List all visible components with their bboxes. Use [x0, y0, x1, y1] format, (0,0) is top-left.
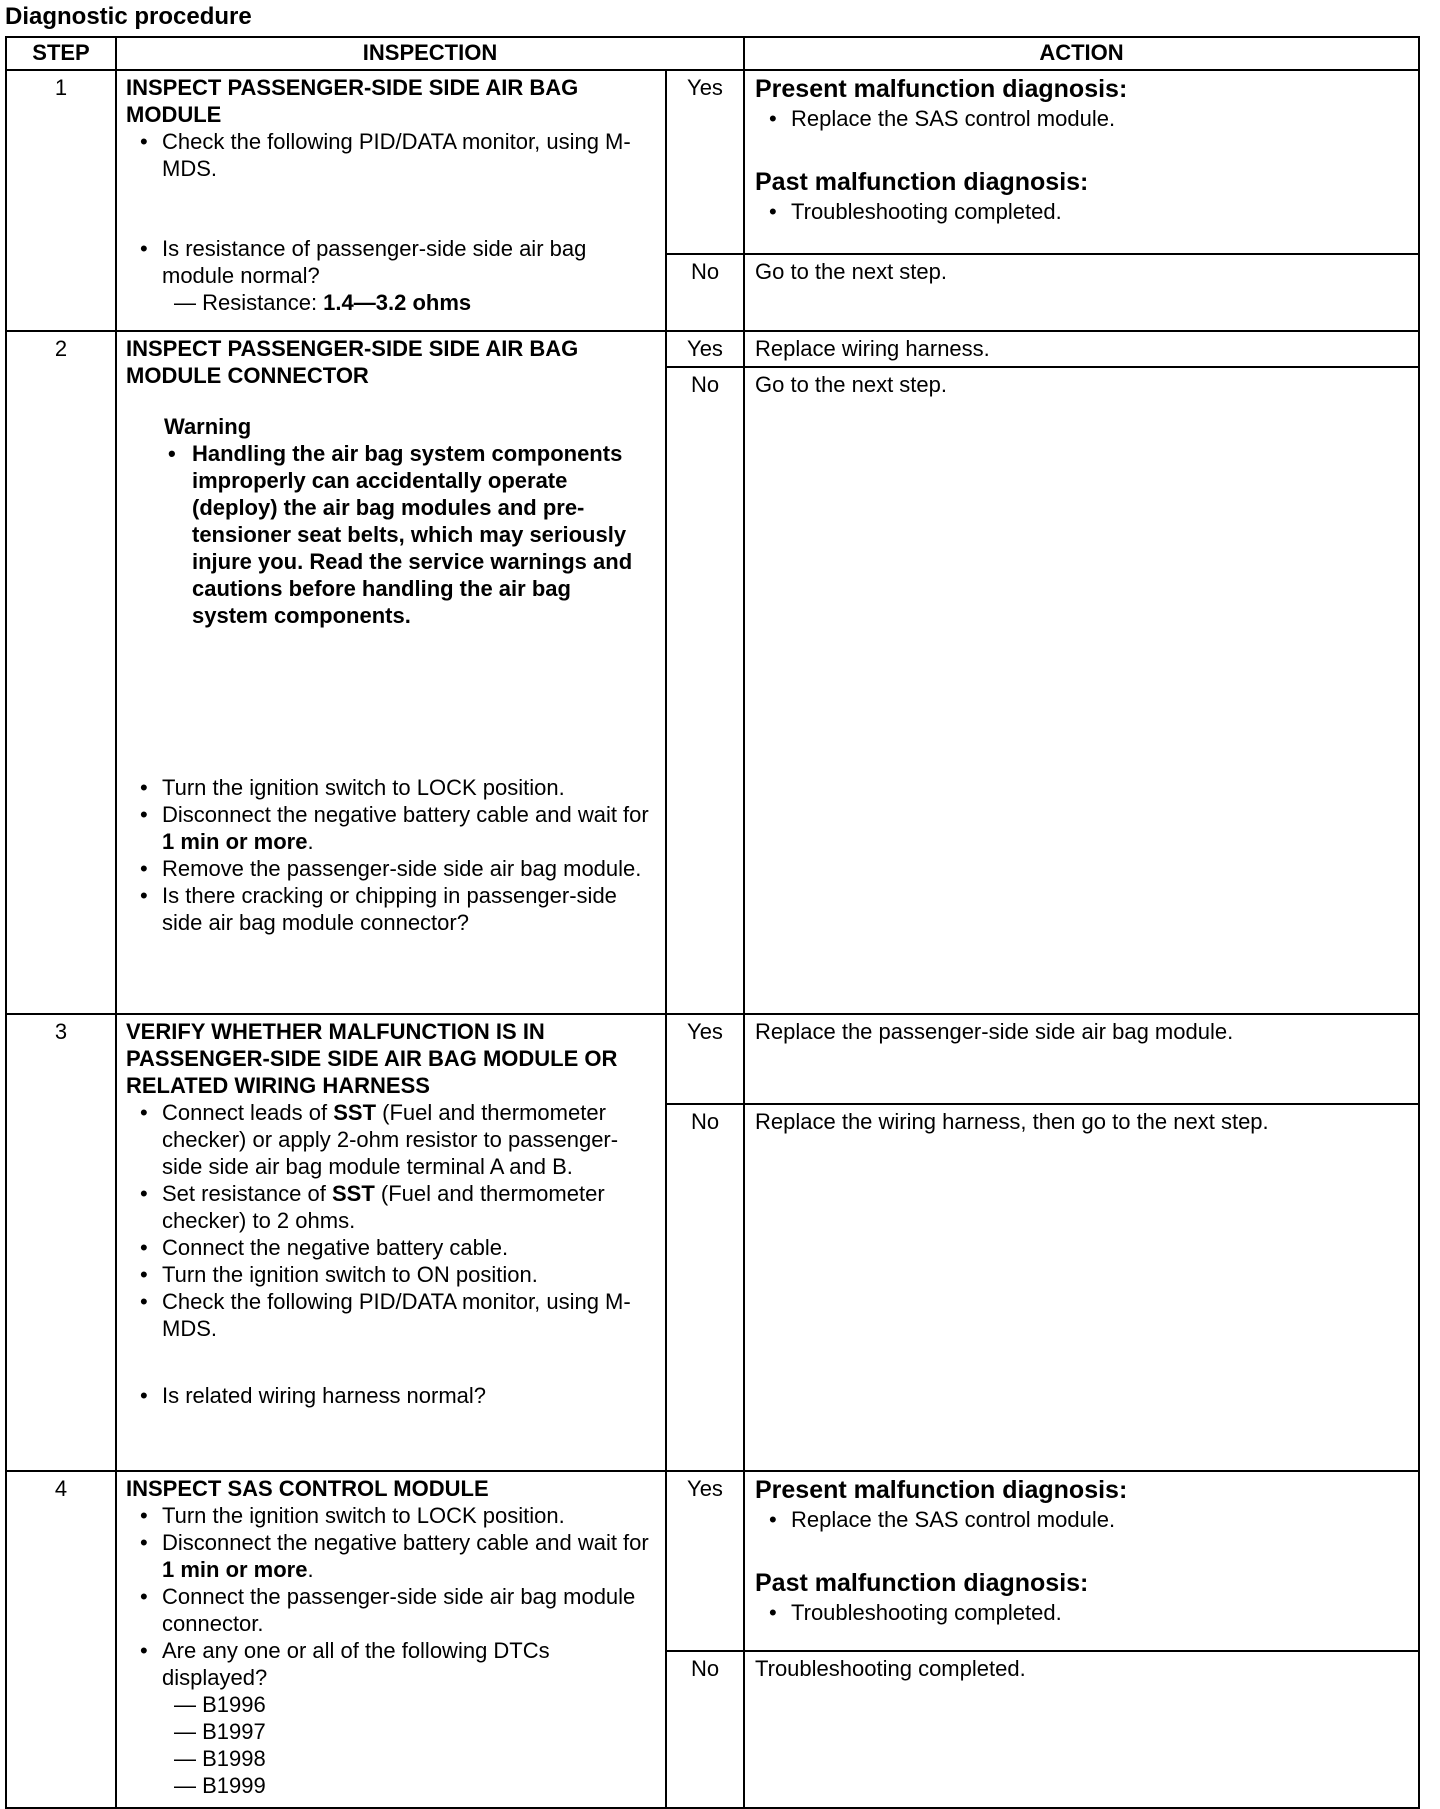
inspection-list [126, 1502, 656, 1691]
header-inspection: INSPECTION [116, 37, 744, 70]
inspection-list [126, 1099, 656, 1409]
resistance-spec: — Resistance: 1.4—3.2 ohms [174, 290, 472, 315]
yes-label: Yes [666, 1471, 744, 1651]
list-item: • Are any one or all of the following DTCs displayed? [126, 1637, 656, 1691]
action-cell: Go to the next step. [744, 367, 1419, 1014]
inspection-cell [116, 1471, 666, 1808]
diagnostic-table [5, 36, 1420, 1809]
header-row [6, 37, 1419, 70]
past-heading: Past malfunction diagnosis: [755, 1569, 1089, 1597]
list-item: • Troubleshooting completed. [755, 1599, 1408, 1626]
list-item: • Check the following PID/DATA monitor, using M-MDS. [126, 1288, 656, 1342]
list-item: • Turn the ignition switch to ON position. [126, 1261, 656, 1288]
inspection-cell [116, 331, 666, 1014]
list-item: • Replace the SAS control module. [755, 105, 1408, 132]
list-item: • Turn the ignition switch to LOCK position. [126, 774, 656, 801]
inspection-list [126, 774, 656, 936]
list-item: • Disconnect the negative battery cable and wait for 1 min or more. [126, 801, 656, 855]
action-cell [744, 1471, 1419, 1651]
action-cell: Replace the passenger-side side air bag module. [744, 1014, 1419, 1104]
header-action: ACTION [744, 37, 1419, 70]
step-heading: INSPECT SAS CONTROL MODULE [126, 1476, 489, 1501]
step-heading: VERIFY WHETHER MALFUNCTION IS IN PASSENGER-SIDE SIDE AIR BAG MODULE OR RELATED WIRING HARNESS [126, 1019, 618, 1098]
list-item: • Is there cracking or chipping in passenger-side side air bag module connector? [126, 882, 656, 936]
list-item: • Connect the negative battery cable. [126, 1234, 656, 1261]
dtc-code: — B1997 [174, 1719, 266, 1744]
past-heading: Past malfunction diagnosis: [755, 168, 1089, 196]
warning-list [126, 440, 656, 629]
list-item: • Disconnect the negative battery cable and wait for 1 min or more. [126, 1529, 656, 1583]
action-cell: Troubleshooting completed. [744, 1651, 1419, 1808]
list-item: • Check the following PID/DATA monitor, using M-MDS. [126, 128, 656, 182]
list-item: • Set resistance of SST (Fuel and thermometer checker) to 2 ohms. [126, 1180, 656, 1234]
yes-label: Yes [666, 331, 744, 367]
table-row [6, 1471, 1419, 1651]
yes-label: Yes [666, 70, 744, 254]
step-heading: INSPECT PASSENGER-SIDE SIDE AIR BAG MODULE CONNECTOR [126, 336, 579, 388]
table-row [6, 1014, 1419, 1104]
warning-heading: Warning [164, 414, 252, 439]
dtc-code: — B1998 [174, 1746, 266, 1771]
step-number: 4 [6, 1471, 116, 1808]
list-item: • Is related wiring harness normal? [126, 1382, 656, 1409]
page-title: Diagnostic procedure [5, 3, 252, 30]
step-number: 1 [6, 70, 116, 331]
list-item: • Turn the ignition switch to LOCK position. [126, 1502, 656, 1529]
header-step: STEP [6, 37, 116, 70]
no-label: No [666, 1651, 744, 1808]
no-label: No [666, 367, 744, 1014]
no-label: No [666, 254, 744, 331]
inspection-list [126, 128, 656, 289]
step-number: 3 [6, 1014, 116, 1471]
table-row [6, 331, 1419, 367]
list-item: • Connect leads of SST (Fuel and thermometer checker) or apply 2-ohm resistor to passenger-side side air bag module terminal A and B. [126, 1099, 656, 1180]
action-cell [744, 70, 1419, 254]
present-heading: Present malfunction diagnosis: [755, 1476, 1128, 1504]
inspection-cell [116, 70, 666, 331]
list-item: • Replace the SAS control module. [755, 1506, 1408, 1533]
action-cell: Replace the wiring harness, then go to the next step. [744, 1104, 1419, 1471]
warning-text: • Handling the air bag system components improperly can accidentally operate (deploy) the air bag modules and pre-tensioner seat belts, which may seriously injure you. Read the service warnings and cautions before handling the air bag system components. [126, 440, 656, 629]
list-item: • Remove the passenger-side side air bag module. [126, 855, 656, 882]
dtc-code: — B1996 [174, 1692, 266, 1717]
yes-label: Yes [666, 1014, 744, 1104]
dtc-code: — B1999 [174, 1773, 266, 1798]
step-number: 2 [6, 331, 116, 1014]
list-item: • Is resistance of passenger-side side air bag module normal? [126, 235, 656, 289]
list-item: • Connect the passenger-side side air bag module connector. [126, 1583, 656, 1637]
list-item: • Troubleshooting completed. [755, 198, 1408, 225]
action-cell: Replace wiring harness. [744, 331, 1419, 367]
step-heading: INSPECT PASSENGER-SIDE SIDE AIR BAG MODULE [126, 75, 579, 127]
present-heading: Present malfunction diagnosis: [755, 75, 1128, 103]
table-row [6, 70, 1419, 254]
action-cell: Go to the next step. [744, 254, 1419, 331]
inspection-cell [116, 1014, 666, 1471]
no-label: No [666, 1104, 744, 1471]
